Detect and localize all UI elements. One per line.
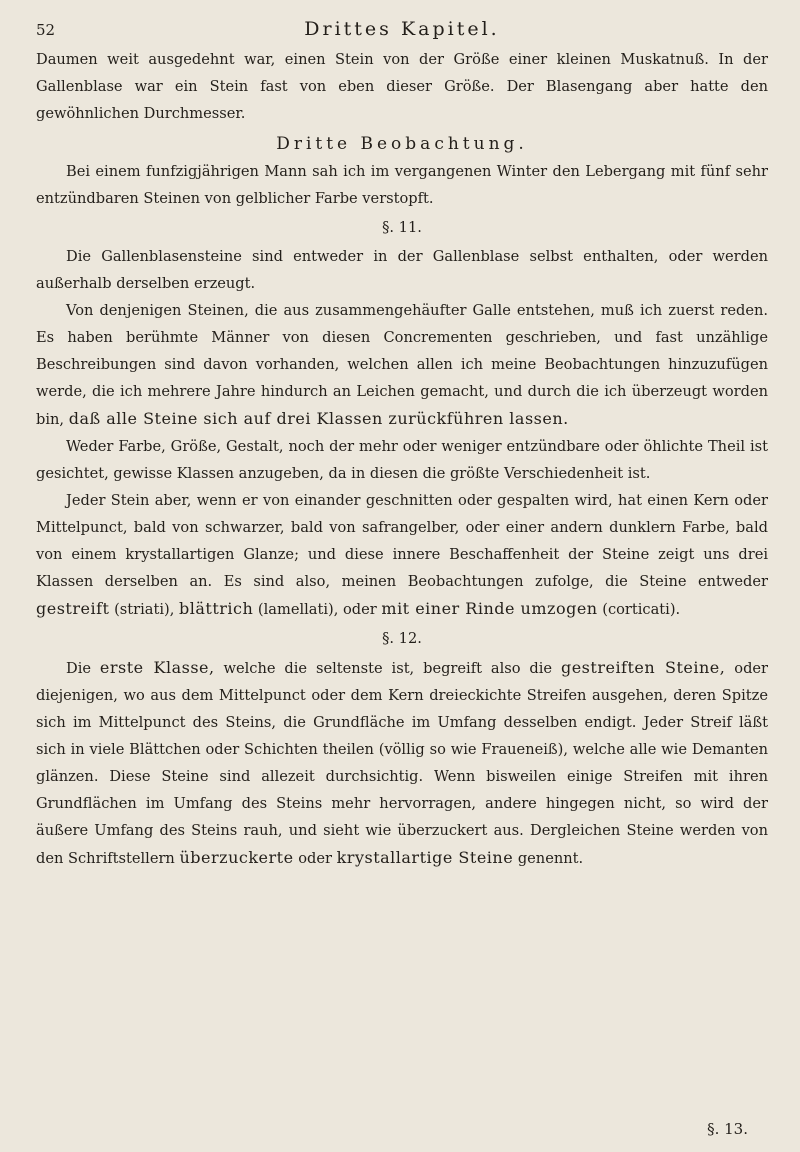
term-erste-klasse: erste Klasse, xyxy=(99,658,215,677)
paragraph-5 xyxy=(36,654,768,872)
paragraph-2-emphasis: daß alle Steine sich auf drei Klassen zurückführen lassen. xyxy=(68,409,569,428)
page-header xyxy=(36,18,768,40)
paragraph-1: Die Gallenblasensteine sind entweder in der Gallenblase selbst enthalten, oder werden außerhalb derselben erzeugt. xyxy=(36,248,768,292)
latin-striati: (striati), xyxy=(114,601,175,618)
latin-lamellati: (lamellati), xyxy=(257,601,339,618)
observation-paragraph: Bei einem funfzigjährigen Mann sah ich im vergangenen Winter den Lebergang mit fünf sehr entzündbaren Steinen von gelblicher Farbe verstopft. xyxy=(36,163,768,207)
paragraph-5-die: Die xyxy=(66,660,92,677)
paragraph-2-text: Von denjenigen Steinen, die aus zusammengehäufter Galle entstehen, muß ich zuerst reden. Es haben berühmte Männer von diesen Concrementen geschrieben, und fast unzählige Beschreibungen sind davon vorhanden, welchen allen ich meine Beobachtungen hinzuzufügen werde, die ich mehrere Jahre hindurch an Leichen gemacht, und durch die ich überzeugt worden bin, xyxy=(36,302,768,428)
running-title: Drittes Kapitel. xyxy=(304,18,500,40)
term-mit-einer-rinde: mit einer Rinde umzogen xyxy=(381,599,598,618)
paragraph-continued: Daumen weit ausgedehnt war, einen Stein von der Größe einer kleinen Muskatnuß. In der Gallenblase war ein Stein fast von eben dieser Größe. Der Blasengang aber hatte den gewöhnlichen Durchmesser. xyxy=(36,51,768,122)
term-ueberzuckerte: überzuckerte xyxy=(179,848,294,867)
term-krystallartige-steine: krystallartige Steine xyxy=(336,848,514,867)
paragraph-5-oder: oder xyxy=(298,850,332,867)
term-gestreiften-steine: gestreiften Steine, xyxy=(560,658,726,677)
observation-heading: Dritte Beobachtung. xyxy=(276,134,528,154)
latin-corticati: (corticati). xyxy=(602,601,681,618)
term-gestreift: gestreift xyxy=(36,599,110,618)
paragraph-4 xyxy=(36,487,768,623)
paragraph-4-text: Jeder Stein aber, wenn er von einander geschnitten oder gespalten wird, hat einen Kern oder Mittelpunct, bald von schwarzer, bald von safrangelber, oder einer andern dunklern Farbe, bald von einem krystallartigen Glanze; und diese innere Beschaffenheit der Steine zeigt uns drei Klassen derselben an. Es sind also, meinen Beobachtungen zufolge, die Steine entweder xyxy=(36,492,768,590)
paragraph-5-end: genennt. xyxy=(517,850,584,867)
paragraph-4-oder: oder xyxy=(343,601,377,618)
section-number-11: §. 11. xyxy=(382,219,422,236)
page-number: 52 xyxy=(36,21,56,39)
section-number-12: §. 12. xyxy=(382,630,422,647)
paragraph-5-text-a: welche die seltenste ist, begreift also die xyxy=(223,660,553,677)
catchword: §. 13. xyxy=(707,1120,748,1138)
paragraph-5-text-b: oder diejenigen, wo aus dem Mittelpunct oder dem Kern dreieckichte Streifen ausgehen, deren Spitze sich im Mittelpunct des Steins, die Grundfläche im Umfang desselben endigt. Jeder Streif läßt sich in viele Blättchen oder Schichten theilen (völlig so wie Fraueneiß), welche alle wie Demanten glänzen. Diese Steine sind allezeit durchsichtig. Wenn bisweilen einige Streifen mit ihren Grundflächen im Umfang des Steins mehr hervorragen, andere hingegen nicht, so wird der äußere Umfang des Steins rauh, und sieht wie überzuckert aus. Dergleichen Steine werden von den Schriftstellern xyxy=(36,660,769,867)
paragraph-3: Weder Farbe, Größe, Gestalt, noch der mehr oder weniger entzündbare oder öhlichte Theil ist gesichtet, gewisse Klassen anzugeben, da in diesen die größte Verschiedenheit ist. xyxy=(36,438,768,482)
paragraph-2 xyxy=(36,297,768,433)
term-blaettrich: blättrich xyxy=(178,599,254,618)
